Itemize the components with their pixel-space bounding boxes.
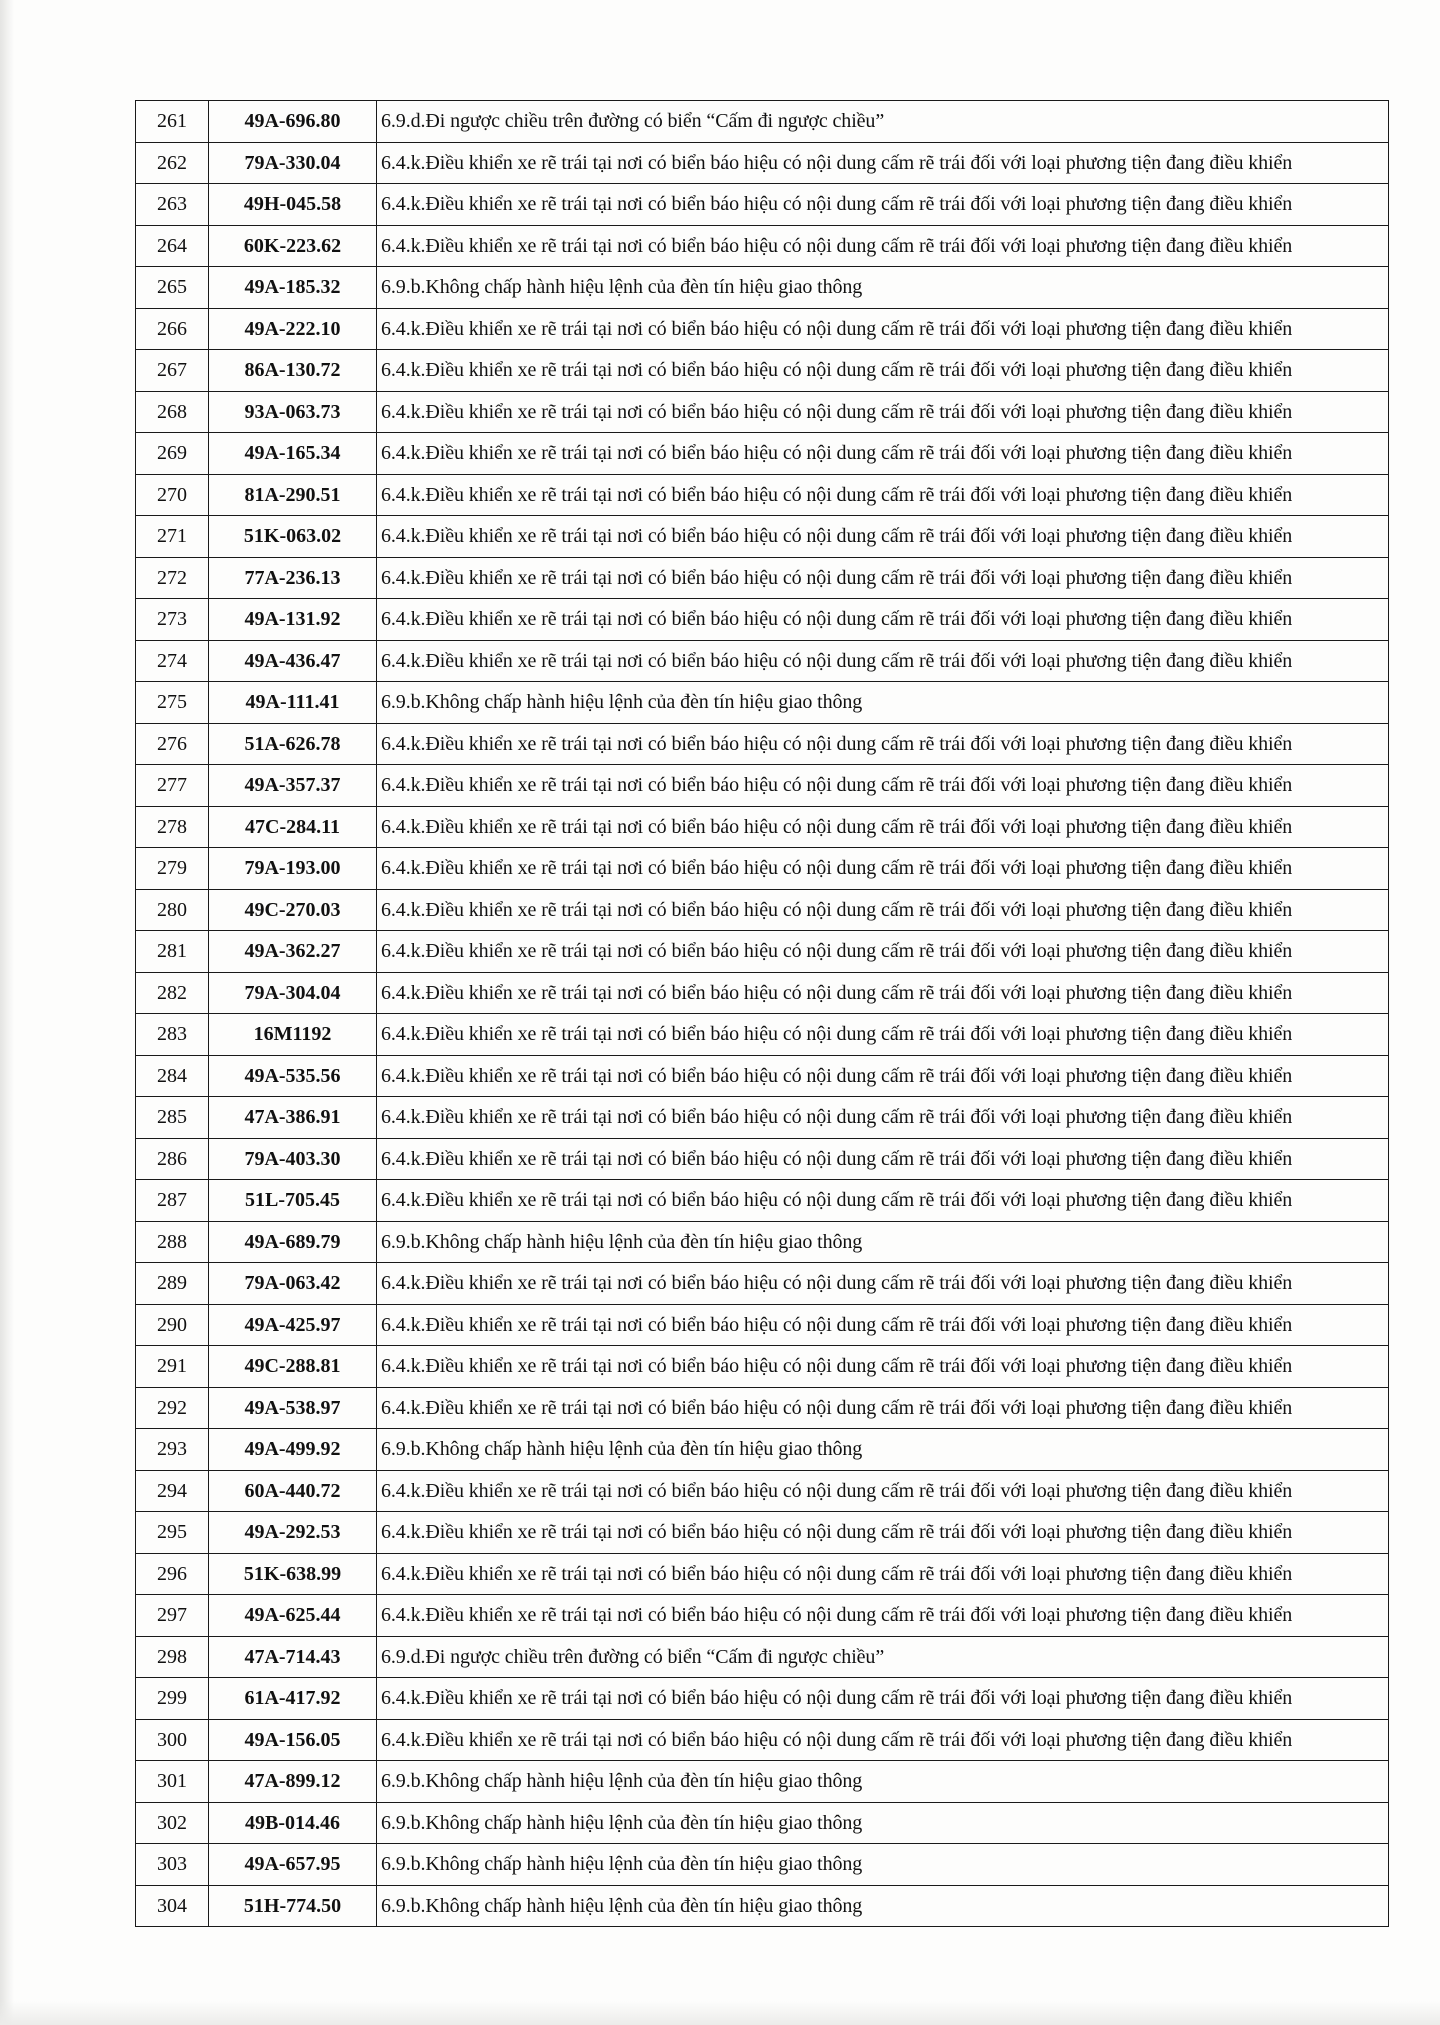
license-plate: 49A-357.37 [209,765,377,807]
table-row [136,1180,1389,1222]
row-number: 283 [136,1014,209,1056]
row-number: 297 [136,1595,209,1637]
table-row [136,1138,1389,1180]
license-plate: 49A-696.80 [209,101,377,143]
row-number: 266 [136,308,209,350]
row-number: 293 [136,1429,209,1471]
violation-description: 6.4.k.Điều khiển xe rẽ trái tại nơi có biển báo hiệu có nội dung cấm rẽ trái đối với loại phương tiện đang điều khiển [377,350,1389,392]
license-plate: 49A-185.32 [209,267,377,309]
license-plate: 51H-774.50 [209,1885,377,1927]
row-number: 277 [136,765,209,807]
row-number: 273 [136,599,209,641]
table-row [136,1844,1389,1886]
row-number: 302 [136,1802,209,1844]
table-row [136,972,1389,1014]
table-row [136,225,1389,267]
table-row [136,308,1389,350]
violation-description: 6.9.b.Không chấp hành hiệu lệnh của đèn tín hiệu giao thông [377,1885,1389,1927]
license-plate: 49A-222.10 [209,308,377,350]
violation-description: 6.4.k.Điều khiển xe rẽ trái tại nơi có biển báo hiệu có nội dung cấm rẽ trái đối với loại phương tiện đang điều khiển [377,142,1389,184]
license-plate: 47C-284.11 [209,806,377,848]
table-row [136,1304,1389,1346]
table-row [136,516,1389,558]
row-number: 279 [136,848,209,890]
table-row [136,1014,1389,1056]
table-row [136,848,1389,890]
row-number: 294 [136,1470,209,1512]
license-plate: 51K-638.99 [209,1553,377,1595]
table-row [136,142,1389,184]
table-row [136,474,1389,516]
violation-description: 6.4.k.Điều khiển xe rẽ trái tại nơi có biển báo hiệu có nội dung cấm rẽ trái đối với loại phương tiện đang điều khiển [377,723,1389,765]
license-plate: 61A-417.92 [209,1678,377,1720]
violation-description: 6.4.k.Điều khiển xe rẽ trái tại nơi có biển báo hiệu có nội dung cấm rẽ trái đối với loại phương tiện đang điều khiển [377,1180,1389,1222]
violation-description: 6.9.b.Không chấp hành hiệu lệnh của đèn tín hiệu giao thông [377,1802,1389,1844]
license-plate: 60A-440.72 [209,1470,377,1512]
row-number: 276 [136,723,209,765]
scan-bottom-shadow [0,2001,1440,2025]
table-row [136,184,1389,226]
row-number: 264 [136,225,209,267]
row-number: 295 [136,1512,209,1554]
row-number: 271 [136,516,209,558]
license-plate: 79A-403.30 [209,1138,377,1180]
violation-description: 6.4.k.Điều khiển xe rẽ trái tại nơi có biển báo hiệu có nội dung cấm rẽ trái đối với loại phương tiện đang điều khiển [377,1346,1389,1388]
violation-description: 6.4.k.Điều khiển xe rẽ trái tại nơi có biển báo hiệu có nội dung cấm rẽ trái đối với loại phương tiện đang điều khiển [377,1097,1389,1139]
license-plate: 47A-386.91 [209,1097,377,1139]
table-row [136,1387,1389,1429]
row-number: 303 [136,1844,209,1886]
license-plate: 16M1192 [209,1014,377,1056]
violation-description: 6.4.k.Điều khiển xe rẽ trái tại nơi có biển báo hiệu có nội dung cấm rẽ trái đối với loại phương tiện đang điều khiển [377,1719,1389,1761]
row-number: 292 [136,1387,209,1429]
license-plate: 47A-899.12 [209,1761,377,1803]
license-plate: 49A-111.41 [209,682,377,724]
violation-description: 6.4.k.Điều khiển xe rẽ trái tại nơi có biển báo hiệu có nội dung cấm rẽ trái đối với loại phương tiện đang điều khiển [377,433,1389,475]
license-plate: 93A-063.73 [209,391,377,433]
table-row [136,723,1389,765]
scan-edge-shadow [0,0,14,2025]
violation-description: 6.4.k.Điều khiển xe rẽ trái tại nơi có biển báo hiệu có nội dung cấm rẽ trái đối với loại phương tiện đang điều khiển [377,765,1389,807]
table-row [136,1553,1389,1595]
table-row [136,391,1389,433]
license-plate: 49A-425.97 [209,1304,377,1346]
row-number: 272 [136,557,209,599]
violation-description: 6.4.k.Điều khiển xe rẽ trái tại nơi có biển báo hiệu có nội dung cấm rẽ trái đối với loại phương tiện đang điều khiển [377,184,1389,226]
table-row [136,1761,1389,1803]
row-number: 296 [136,1553,209,1595]
violation-description: 6.4.k.Điều khiển xe rẽ trái tại nơi có biển báo hiệu có nội dung cấm rẽ trái đối với loại phương tiện đang điều khiển [377,474,1389,516]
table-row [136,1263,1389,1305]
violation-description: 6.4.k.Điều khiển xe rẽ trái tại nơi có biển báo hiệu có nội dung cấm rẽ trái đối với loại phương tiện đang điều khiển [377,1470,1389,1512]
table-row [136,350,1389,392]
row-number: 284 [136,1055,209,1097]
license-plate: 49A-499.92 [209,1429,377,1471]
violation-description: 6.4.k.Điều khiển xe rẽ trái tại nơi có biển báo hiệu có nội dung cấm rẽ trái đối với loại phương tiện đang điều khiển [377,516,1389,558]
row-number: 275 [136,682,209,724]
license-plate: 51A-626.78 [209,723,377,765]
license-plate: 49A-625.44 [209,1595,377,1637]
violation-description: 6.4.k.Điều khiển xe rẽ trái tại nơi có biển báo hiệu có nội dung cấm rẽ trái đối với loại phương tiện đang điều khiển [377,557,1389,599]
license-plate: 49A-689.79 [209,1221,377,1263]
row-number: 288 [136,1221,209,1263]
row-number: 274 [136,640,209,682]
table-row [136,889,1389,931]
table-row [136,1595,1389,1637]
table-row [136,640,1389,682]
license-plate: 49A-362.27 [209,931,377,973]
violation-description: 6.4.k.Điều khiển xe rẽ trái tại nơi có biển báo hiệu có nội dung cấm rẽ trái đối với loại phương tiện đang điều khiển [377,640,1389,682]
license-plate: 49A-292.53 [209,1512,377,1554]
license-plate: 79A-063.42 [209,1263,377,1305]
license-plate: 49C-288.81 [209,1346,377,1388]
license-plate: 49A-535.56 [209,1055,377,1097]
violation-description: 6.9.b.Không chấp hành hiệu lệnh của đèn tín hiệu giao thông [377,1429,1389,1471]
row-number: 282 [136,972,209,1014]
row-number: 301 [136,1761,209,1803]
license-plate: 49B-014.46 [209,1802,377,1844]
violation-description: 6.9.d.Đi ngược chiều trên đường có biển “Cấm đi ngược chiều” [377,101,1389,143]
license-plate: 77A-236.13 [209,557,377,599]
row-number: 300 [136,1719,209,1761]
violation-description: 6.4.k.Điều khiển xe rẽ trái tại nơi có biển báo hiệu có nội dung cấm rẽ trái đối với loại phương tiện đang điều khiển [377,1595,1389,1637]
license-plate: 47A-714.43 [209,1636,377,1678]
row-number: 291 [136,1346,209,1388]
row-number: 267 [136,350,209,392]
violation-description: 6.4.k.Điều khiển xe rẽ trái tại nơi có biển báo hiệu có nội dung cấm rẽ trái đối với loại phương tiện đang điều khiển [377,1304,1389,1346]
violation-description: 6.4.k.Điều khiển xe rẽ trái tại nơi có biển báo hiệu có nội dung cấm rẽ trái đối với loại phương tiện đang điều khiển [377,1138,1389,1180]
violation-description: 6.4.k.Điều khiển xe rẽ trái tại nơi có biển báo hiệu có nội dung cấm rẽ trái đối với loại phương tiện đang điều khiển [377,1055,1389,1097]
license-plate: 79A-193.00 [209,848,377,890]
table-row [136,1802,1389,1844]
row-number: 298 [136,1636,209,1678]
row-number: 289 [136,1263,209,1305]
violation-description: 6.9.b.Không chấp hành hiệu lệnh của đèn tín hiệu giao thông [377,1844,1389,1886]
license-plate: 49A-538.97 [209,1387,377,1429]
row-number: 299 [136,1678,209,1720]
violation-description: 6.4.k.Điều khiển xe rẽ trái tại nơi có biển báo hiệu có nội dung cấm rẽ trái đối với loại phương tiện đang điều khiển [377,391,1389,433]
violation-description: 6.4.k.Điều khiển xe rẽ trái tại nơi có biển báo hiệu có nội dung cấm rẽ trái đối với loại phương tiện đang điều khiển [377,1263,1389,1305]
table-row [136,1885,1389,1927]
table-row [136,682,1389,724]
table-row [136,1429,1389,1471]
violation-description: 6.9.d.Đi ngược chiều trên đường có biển “Cấm đi ngược chiều” [377,1636,1389,1678]
table-row [136,931,1389,973]
violation-description: 6.9.b.Không chấp hành hiệu lệnh của đèn tín hiệu giao thông [377,1221,1389,1263]
violation-description: 6.4.k.Điều khiển xe rẽ trái tại nơi có biển báo hiệu có nội dung cấm rẽ trái đối với loại phương tiện đang điều khiển [377,599,1389,641]
license-plate: 60K-223.62 [209,225,377,267]
table-row [136,1512,1389,1554]
table-row [136,1055,1389,1097]
row-number: 287 [136,1180,209,1222]
row-number: 269 [136,433,209,475]
license-plate: 51L-705.45 [209,1180,377,1222]
row-number: 280 [136,889,209,931]
license-plate: 49C-270.03 [209,889,377,931]
license-plate: 49H-045.58 [209,184,377,226]
table-row [136,1678,1389,1720]
violations-table [135,100,1389,1927]
row-number: 286 [136,1138,209,1180]
violation-description: 6.4.k.Điều khiển xe rẽ trái tại nơi có biển báo hiệu có nội dung cấm rẽ trái đối với loại phương tiện đang điều khiển [377,308,1389,350]
row-number: 263 [136,184,209,226]
violation-description: 6.4.k.Điều khiển xe rẽ trái tại nơi có biển báo hiệu có nội dung cấm rẽ trái đối với loại phương tiện đang điều khiển [377,1014,1389,1056]
violation-description: 6.4.k.Điều khiển xe rẽ trái tại nơi có biển báo hiệu có nội dung cấm rẽ trái đối với loại phương tiện đang điều khiển [377,1678,1389,1720]
license-plate: 49A-436.47 [209,640,377,682]
violation-description: 6.9.b.Không chấp hành hiệu lệnh của đèn tín hiệu giao thông [377,1761,1389,1803]
table-row [136,806,1389,848]
violations-table-body [136,101,1389,1927]
table-row [136,765,1389,807]
violation-description: 6.9.b.Không chấp hành hiệu lệnh của đèn tín hiệu giao thông [377,682,1389,724]
license-plate: 49A-156.05 [209,1719,377,1761]
violation-description: 6.4.k.Điều khiển xe rẽ trái tại nơi có biển báo hiệu có nội dung cấm rẽ trái đối với loại phương tiện đang điều khiển [377,1512,1389,1554]
row-number: 278 [136,806,209,848]
violation-description: 6.4.k.Điều khiển xe rẽ trái tại nơi có biển báo hiệu có nội dung cấm rẽ trái đối với loại phương tiện đang điều khiển [377,972,1389,1014]
license-plate: 49A-657.95 [209,1844,377,1886]
violation-description: 6.4.k.Điều khiển xe rẽ trái tại nơi có biển báo hiệu có nội dung cấm rẽ trái đối với loại phương tiện đang điều khiển [377,931,1389,973]
license-plate: 81A-290.51 [209,474,377,516]
license-plate: 79A-304.04 [209,972,377,1014]
table-row [136,599,1389,641]
violation-description: 6.4.k.Điều khiển xe rẽ trái tại nơi có biển báo hiệu có nội dung cấm rẽ trái đối với loại phương tiện đang điều khiển [377,225,1389,267]
table-row [136,1636,1389,1678]
violation-description: 6.9.b.Không chấp hành hiệu lệnh của đèn tín hiệu giao thông [377,267,1389,309]
table-row [136,557,1389,599]
row-number: 290 [136,1304,209,1346]
table-row [136,1346,1389,1388]
row-number: 285 [136,1097,209,1139]
violation-description: 6.4.k.Điều khiển xe rẽ trái tại nơi có biển báo hiệu có nội dung cấm rẽ trái đối với loại phương tiện đang điều khiển [377,848,1389,890]
license-plate: 79A-330.04 [209,142,377,184]
table-row [136,1097,1389,1139]
table-row [136,267,1389,309]
license-plate: 86A-130.72 [209,350,377,392]
violation-description: 6.4.k.Điều khiển xe rẽ trái tại nơi có biển báo hiệu có nội dung cấm rẽ trái đối với loại phương tiện đang điều khiển [377,1387,1389,1429]
row-number: 261 [136,101,209,143]
row-number: 262 [136,142,209,184]
row-number: 265 [136,267,209,309]
table-row [136,101,1389,143]
table-row [136,433,1389,475]
violation-description: 6.4.k.Điều khiển xe rẽ trái tại nơi có biển báo hiệu có nội dung cấm rẽ trái đối với loại phương tiện đang điều khiển [377,1553,1389,1595]
row-number: 268 [136,391,209,433]
violation-description: 6.4.k.Điều khiển xe rẽ trái tại nơi có biển báo hiệu có nội dung cấm rẽ trái đối với loại phương tiện đang điều khiển [377,806,1389,848]
table-row [136,1221,1389,1263]
row-number: 304 [136,1885,209,1927]
table-row [136,1719,1389,1761]
violation-description: 6.4.k.Điều khiển xe rẽ trái tại nơi có biển báo hiệu có nội dung cấm rẽ trái đối với loại phương tiện đang điều khiển [377,889,1389,931]
row-number: 270 [136,474,209,516]
license-plate: 51K-063.02 [209,516,377,558]
table-row [136,1470,1389,1512]
license-plate: 49A-131.92 [209,599,377,641]
license-plate: 49A-165.34 [209,433,377,475]
row-number: 281 [136,931,209,973]
